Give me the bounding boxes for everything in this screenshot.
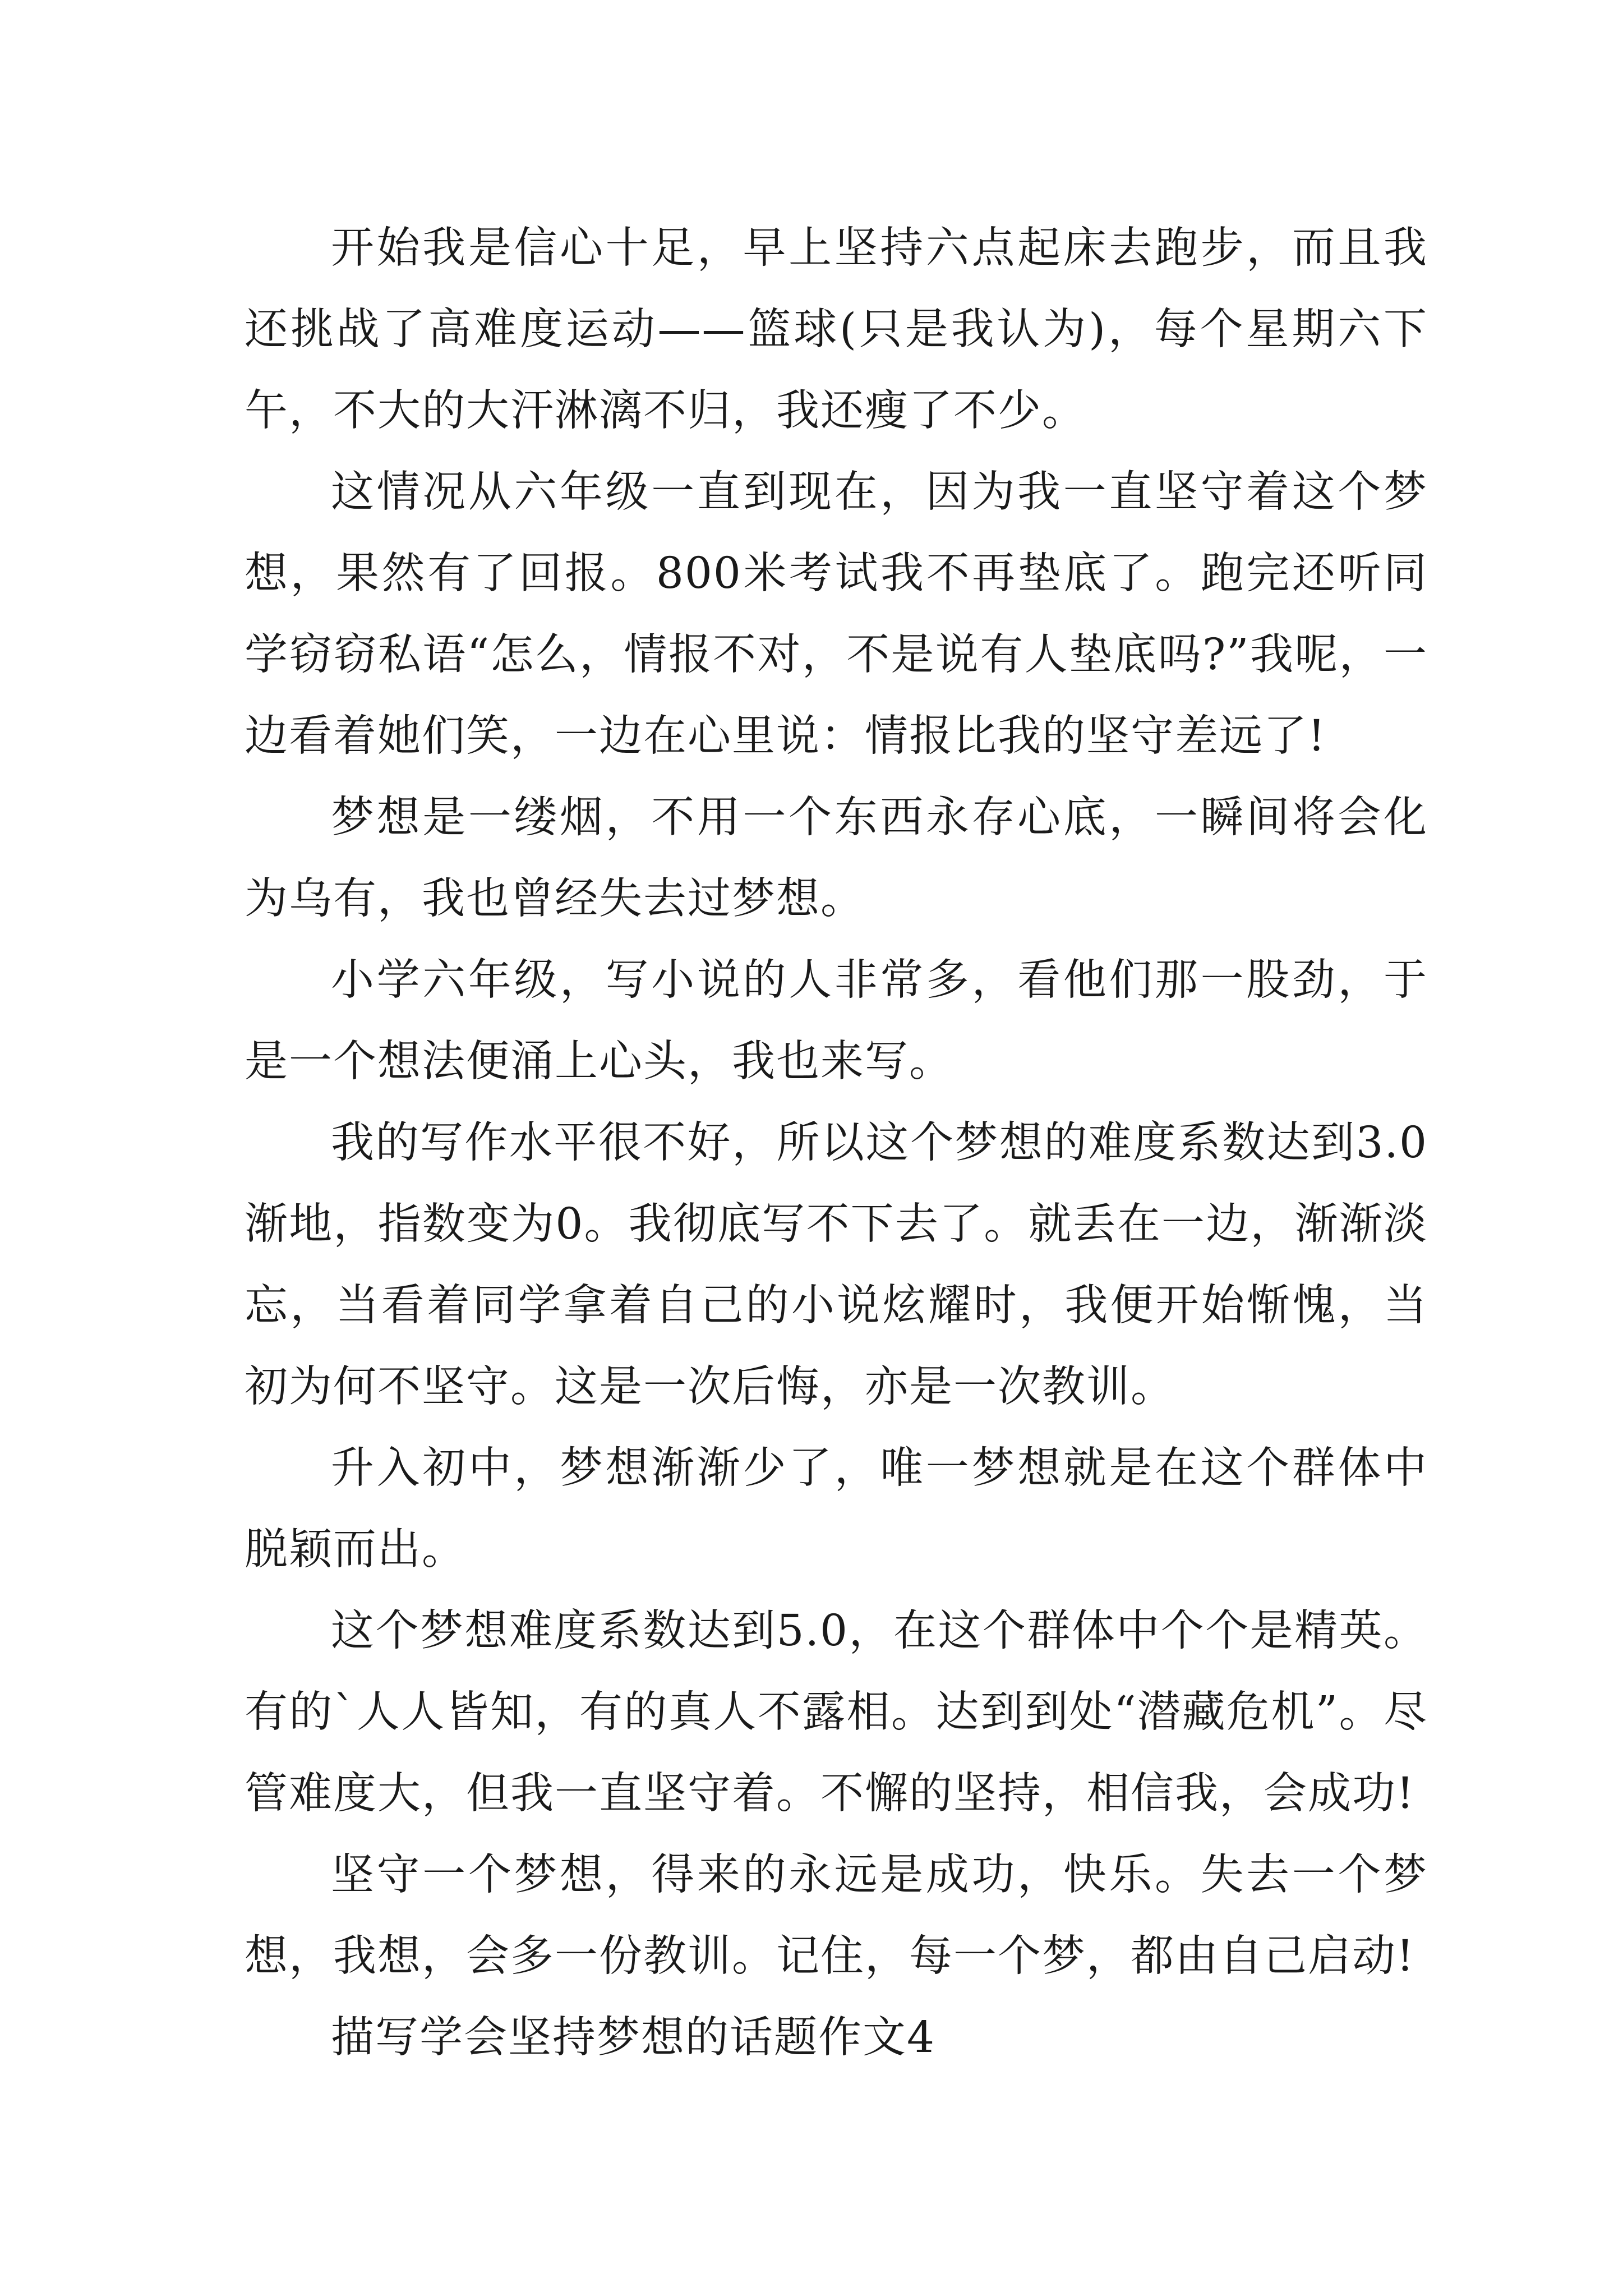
paragraph: 升入初中，梦想渐渐少了，唯一梦想就是在这个群体中脱颖而出。 [245, 1443, 1428, 1575]
paragraph: 我的写作水平很不好，所以这个梦想的难度系数达到3.0渐地，指数变为0。我彻底写不下去了。就丢在一边，渐渐淡忘，当看着同学拿着自己的小说炫耀时，我便开始惭愧，当初为何不坚守。这是一次后悔，亦是一次教训。 [245, 1118, 1428, 1412]
paragraph: 小学六年级，写小说的人非常多，看他们那一股劲，于是一个想法便涌上心头，我也来写。 [245, 955, 1428, 1087]
paragraph: 坚守一个梦想，得来的永远是成功，快乐。失去一个梦想，我想，会多一份教训。记住，每一个梦，都由自己启动! [245, 1850, 1428, 1981]
section-heading: 描写学会坚持梦想的话题作文4 [331, 2013, 935, 2063]
paragraph: 这情况从六年级一直到现在，因为我一直坚守着这个梦想，果然有了回报。800米考试我不再垫底了。跑完还听同学窃窃私语“怎么，情报不对，不是说有人垫底吗?”我呢，一边看着她们笑，一边在心里说：情报比我的坚守差远了! [245, 467, 1428, 761]
paragraph: 开始我是信心十足，早上坚持六点起床去跑步，而且我还挑战了高难度运动——篮球(只是我认为)，每个星期六下午，不大的大汗淋漓不归，我还瘦了不少。 [245, 223, 1428, 436]
paragraph: 梦想是一缕烟，不用一个东西永存心底，一瞬间将会化为乌有，我也曾经失去过梦想。 [245, 793, 1428, 924]
document-body [245, 208, 1428, 2078]
paragraph: 这个梦想难度系数达到5.0，在这个群体中个个是精英。有的`人人皆知，有的真人不露相。达到到处“潜藏危机”。尽管难度大，但我一直坚守着。不懈的坚持，相信我，会成功! [245, 1606, 1428, 1819]
